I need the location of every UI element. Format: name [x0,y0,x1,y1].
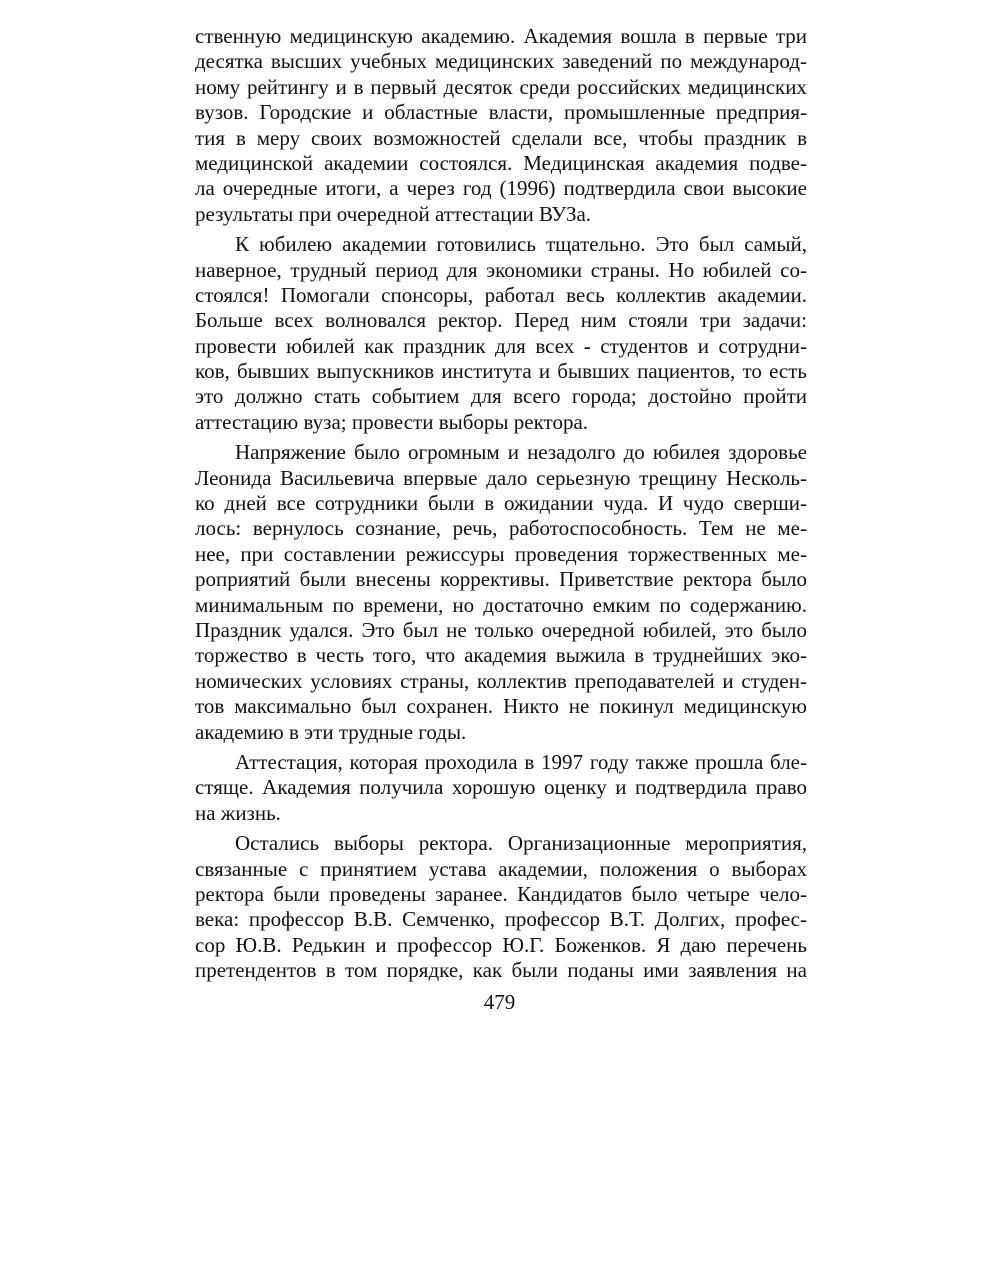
text-line: академию в эти трудные годы. [195,719,467,744]
text-line: Остались выборы ректора. Организационные мероприятия, [235,831,807,856]
text-line: претендентов в том порядке, как были поданы ими заявления на [195,958,807,983]
text-line: это должно стать событием для всего города; достойно пройти [195,384,807,409]
text-line: ственную медицинскую академию. Академия вошла в первые три [195,24,807,48]
text-line: тия в меру своих возможностей сделали все, чтобы праздник в [195,125,807,150]
text-line: роприятий были внесены коррективы. Приветствие ректора было [195,567,807,592]
text-line: результаты при очередной аттестации ВУЗа. [195,201,592,226]
paragraph-2 [195,232,807,435]
text-line: наверное, трудный период для экономики страны. Но юбилей со- [195,257,807,282]
text-line: провести юбилей как праздник для всех - студентов и сотрудни- [195,333,807,358]
paragraph-3 [195,440,807,745]
text-line: стоялся! Помогали спонсоры, работал весь коллектив академии. [195,282,807,307]
text-line: Праздник удался. Это был не только очередной юбилей, это было [195,617,807,642]
text-line: связанные с принятием устава академии, положения о выборах [195,856,807,881]
text-line: тов максимально был сохранен. Никто не покинул медицинскую [195,694,807,719]
text-line: ков, бывших выпускников института и бывших пациентов, то есть [195,359,807,384]
text-line: лось: вернулось сознание, речь, работоспособность. Тем не ме- [195,516,807,541]
text-line: ректора были проведены заранее. Кандидатов было четыре чело- [195,881,807,906]
page-number: 479 [483,990,516,1014]
text-line: номических условиях страны, коллектив преподавателей и студен- [195,668,807,693]
paragraph-4 [195,750,807,826]
text-line: Леонида Васильевича впервые дало серьезную трещину Несколь- [195,465,807,490]
text-line: стяще. Академия получила хорошую оценку и подтвердила право [195,775,807,800]
text-line: Больше всех волновался ректор. Перед ним стояли три задачи: [195,308,807,333]
text-line: аттестацию вуза; провести выборы ректора. [195,409,589,434]
paragraph-5 [195,831,807,983]
text-line: минимальным по времени, но достаточно емким по содержанию. [195,592,807,617]
text-line: ла очередные итоги, а через год (1996) подтвердила свои высокие [195,176,807,201]
text-line: Аттестация, которая проходила в 1997 году также прошла бле- [235,749,807,774]
text-line: века: профессор В.В. Семченко, профессор В.Т. Долгих, профес- [195,907,807,932]
text-line: ному рейтингу и в первый десяток среди российских медицинских [195,74,807,99]
text-line: ко дней все сотрудники были в ожидании чуда. И чудо сверши- [195,491,807,516]
text-line: медицинской академии состоялся. Медицинская академия подве- [195,150,807,175]
paragraph-1 [195,24,807,227]
page-body [195,24,807,983]
text-line: нее, при составлении режиссуры проведения торжественных ме- [195,541,807,566]
text-line: на жизнь. [195,800,281,825]
text-line: сор Ю.В. Редькин и профессор Ю.Г. Боженков. Я даю перечень [195,932,807,957]
text-line: К юбилею академии готовились тщательно. Это был самый, [235,232,807,257]
text-line: десятка высших учебных медицинских заведений по международ- [195,49,807,74]
text-line: Напряжение было огромным и незадолго до юбилея здоровье [235,440,807,465]
text-line: торжество в честь того, что академия выжила в труднейших эко- [195,643,807,668]
text-line: вузов. Городские и областные власти, промышленные предприя- [195,100,807,125]
